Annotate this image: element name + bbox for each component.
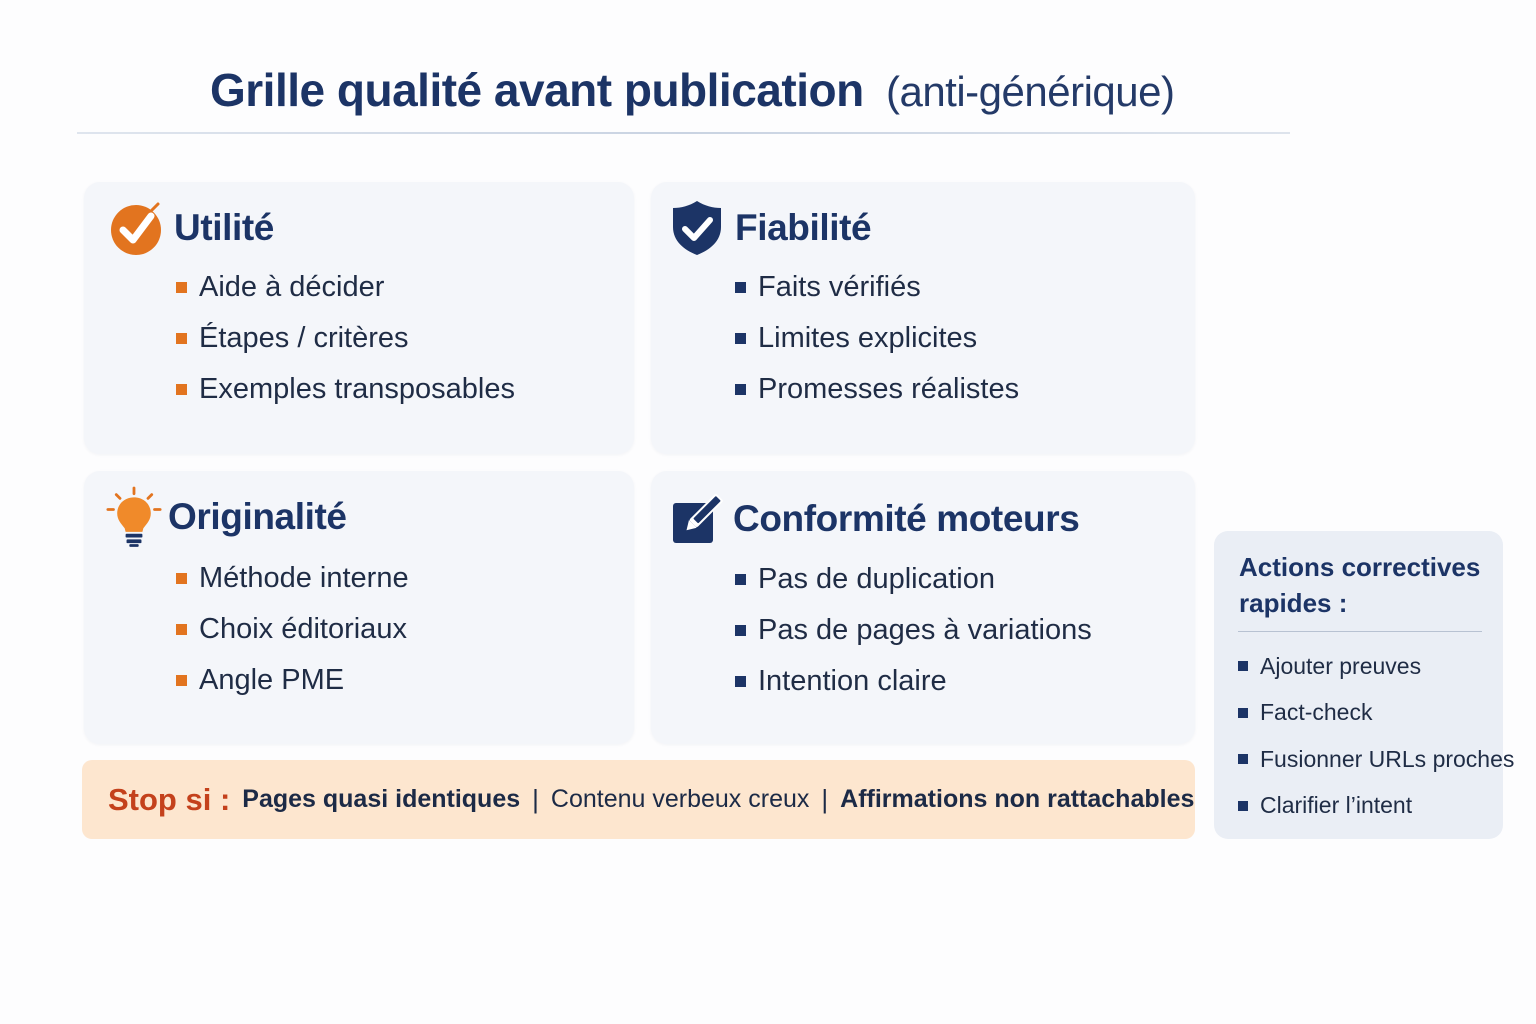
corrective-actions-divider <box>1238 631 1482 632</box>
list-item <box>176 553 409 604</box>
bullet-icon <box>1238 708 1248 718</box>
list-item <box>1238 783 1514 830</box>
card-conformite-title: Conformité moteurs <box>733 498 1080 539</box>
corrective-actions-title: Actions correctives rapides : <box>1239 552 1481 618</box>
list-item-label: Limites explicites <box>758 322 978 354</box>
edit-pen-icon <box>669 491 725 547</box>
title-divider <box>77 132 1290 134</box>
list-item-label: Méthode interne <box>199 562 409 594</box>
list-item-label: Exemples transposables <box>199 373 515 405</box>
corrective-actions-panel <box>1214 531 1515 839</box>
card-utilite <box>84 182 634 454</box>
list-item <box>1238 736 1514 783</box>
bullet-icon <box>176 282 187 293</box>
list-item-label: Intention claire <box>758 665 947 697</box>
bullet-icon <box>1238 801 1248 811</box>
card-originalite-list <box>176 553 409 706</box>
bullet-icon <box>735 625 746 636</box>
list-item-label: Étapes / critères <box>199 322 409 354</box>
bullet-icon <box>1238 754 1248 764</box>
list-item-label: Ajouter preuves <box>1260 652 1422 679</box>
list-item-label: Faits vérifiés <box>758 271 921 303</box>
page-title-main: Grille qualité avant publication <box>210 64 864 116</box>
list-item-label: Fusionner URLs proches <box>1260 745 1515 772</box>
card-fiabilite <box>651 182 1195 454</box>
check-circle-icon <box>108 200 164 256</box>
stop-separator: | <box>532 784 539 814</box>
list-item <box>1238 643 1514 690</box>
card-fiabilite-list <box>735 262 1019 415</box>
lightbulb-icon <box>106 489 162 545</box>
stop-item: Pages quasi identiques <box>242 785 521 813</box>
list-item <box>735 605 1092 656</box>
bullet-icon <box>735 574 746 585</box>
bullet-icon <box>1238 661 1248 671</box>
list-item <box>735 262 1019 313</box>
list-item-label: Clarifier l’intent <box>1260 792 1413 819</box>
bullet-icon <box>176 675 187 686</box>
card-conformite <box>651 471 1195 744</box>
card-utilite-list <box>176 262 515 415</box>
card-originalite-title: Originalité <box>168 496 347 537</box>
card-originalite-header <box>106 489 347 545</box>
list-item <box>735 364 1019 415</box>
stop-label: Stop si : <box>108 781 231 817</box>
corrective-actions-list <box>1238 643 1514 829</box>
list-item <box>1238 690 1514 737</box>
bullet-icon <box>735 333 746 344</box>
shield-check-icon <box>669 200 725 256</box>
page-title-subtitle: (anti-générique) <box>885 68 1175 115</box>
list-item-label: Angle PME <box>199 664 345 696</box>
stop-conditions-bar <box>82 760 1195 839</box>
list-item <box>735 313 1019 364</box>
list-item-label: Aide à décider <box>199 271 385 303</box>
bullet-icon <box>176 573 187 584</box>
bullet-icon <box>176 384 187 395</box>
list-item-label: Pas de pages à variations <box>758 614 1092 646</box>
bullet-icon <box>735 384 746 395</box>
stop-item: Contenu verbeux creux <box>550 785 810 813</box>
bullet-icon <box>176 333 187 344</box>
list-item <box>176 655 409 706</box>
list-item-label: Pas de duplication <box>758 563 995 595</box>
stop-separator: | <box>821 784 829 814</box>
list-item <box>176 313 515 364</box>
list-item <box>735 554 1092 605</box>
list-item-label: Promesses réalistes <box>758 373 1020 405</box>
card-fiabilite-title: Fiabilité <box>735 207 872 248</box>
bullet-icon <box>735 282 746 293</box>
bullet-icon <box>735 676 746 687</box>
list-item <box>176 604 409 655</box>
list-item-label: Fact-check <box>1260 699 1373 726</box>
card-conformite-header <box>669 491 1079 547</box>
list-item <box>735 656 1092 707</box>
stop-item: Affirmations non rattachables <box>840 785 1195 813</box>
card-fiabilite-header <box>669 200 871 256</box>
list-item-label: Choix éditoriaux <box>199 613 407 645</box>
list-item <box>176 364 515 415</box>
page-title <box>210 58 1174 124</box>
card-originalite <box>84 471 634 744</box>
card-utilite-header <box>108 200 274 256</box>
list-item <box>176 262 515 313</box>
bullet-icon <box>176 624 187 635</box>
card-utilite-title: Utilité <box>174 207 274 248</box>
card-conformite-list <box>735 554 1092 707</box>
